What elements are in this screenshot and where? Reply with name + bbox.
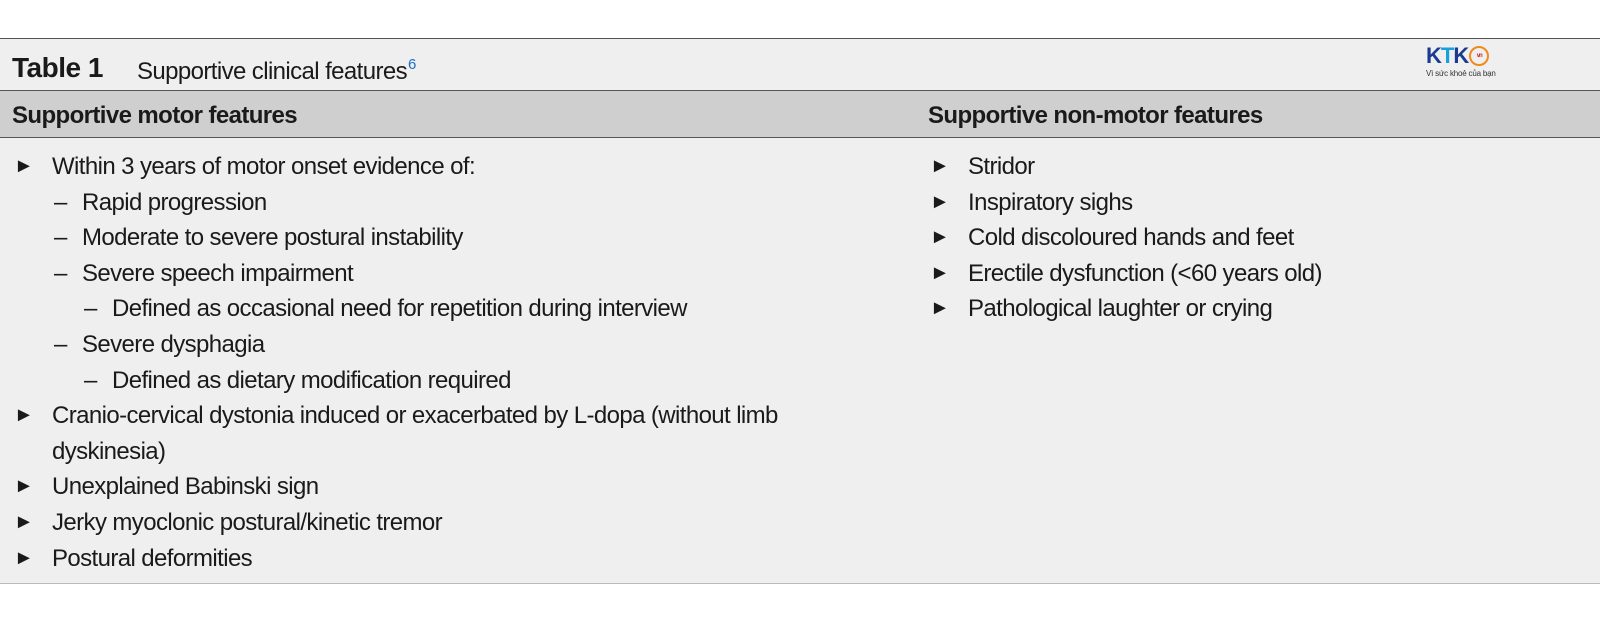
list-item-text: Pathological laughter or crying bbox=[968, 295, 1273, 323]
list-item bbox=[14, 363, 894, 399]
list-item bbox=[14, 185, 894, 221]
list-item-text: Severe dysphagia bbox=[82, 330, 265, 358]
list-item bbox=[930, 220, 1570, 256]
list-item-text: Cranio-cervical dystonia induced or exacerbated by L-dopa (without limb dyskinesia) bbox=[52, 402, 778, 465]
logo-letter: K bbox=[1426, 43, 1441, 68]
non-motor-column-header: Supportive non-motor features bbox=[928, 102, 1263, 129]
bullet-triangle-icon: ► bbox=[930, 297, 950, 320]
bullet-triangle-icon: ► bbox=[14, 546, 34, 569]
logo-tagline: Vì sức khoẻ của bạn bbox=[1426, 69, 1496, 78]
list-item bbox=[14, 220, 894, 256]
dash-marker: – bbox=[54, 259, 67, 287]
table-caption bbox=[0, 38, 1600, 91]
list-item bbox=[930, 291, 1570, 327]
list-item-text: Unexplained Babinski sign bbox=[52, 473, 319, 501]
dash-marker: – bbox=[84, 366, 97, 394]
bullet-triangle-icon: ► bbox=[14, 510, 34, 533]
list-item-text: Within 3 years of motor onset evidence of: bbox=[52, 153, 476, 180]
table-body-row bbox=[0, 138, 1600, 584]
list-item-text: Erectile dysfunction (<60 years old) bbox=[968, 259, 1322, 287]
list-item bbox=[14, 256, 894, 292]
clinical-features-table bbox=[0, 38, 1600, 584]
bullet-triangle-icon: ► bbox=[14, 475, 34, 498]
table-title bbox=[137, 56, 416, 86]
table-number: Table 1 bbox=[12, 52, 103, 83]
bullet-triangle-icon: ► bbox=[930, 155, 950, 177]
reference-link[interactable]: 6 bbox=[408, 56, 416, 73]
list-item bbox=[14, 398, 892, 469]
logo-letter: K bbox=[1453, 43, 1469, 68]
list-item bbox=[930, 149, 1570, 185]
list-item-text: Postural deformities bbox=[52, 544, 253, 572]
table-title-text: Supportive clinical features bbox=[137, 58, 408, 85]
dash-marker: – bbox=[54, 188, 67, 216]
list-item-text: Moderate to severe postural instability bbox=[82, 224, 463, 252]
list-item bbox=[930, 256, 1570, 292]
ktk-logo bbox=[1426, 44, 1502, 84]
bullet-triangle-icon: ► bbox=[930, 190, 950, 213]
bullet-triangle-icon: ► bbox=[930, 261, 950, 284]
list-item-text: Defined as dietary modification required bbox=[112, 366, 511, 394]
list-item bbox=[14, 149, 894, 185]
bullet-triangle-icon: ► bbox=[14, 404, 34, 427]
dash-marker: – bbox=[54, 330, 67, 358]
column-header-row bbox=[0, 91, 1600, 138]
list-item bbox=[14, 469, 894, 505]
list-item-text: Defined as occasional need for repetition during interview bbox=[112, 295, 687, 323]
bullet-triangle-icon: ► bbox=[14, 155, 34, 177]
list-item bbox=[930, 185, 1570, 221]
list-item-text: Jerky myoclonic postural/kinetic tremor bbox=[52, 508, 443, 536]
motor-features-list bbox=[14, 149, 894, 576]
list-item-text: Cold discoloured hands and feet bbox=[968, 224, 1294, 252]
list-item-text: Stridor bbox=[968, 153, 1035, 180]
list-item-text: Inspiratory sighs bbox=[968, 188, 1133, 216]
non-motor-features-list bbox=[930, 149, 1570, 327]
logo-letter: T bbox=[1440, 43, 1454, 68]
dash-marker: – bbox=[54, 224, 67, 252]
list-item-text: Severe speech impairment bbox=[82, 259, 354, 287]
bullet-triangle-icon: ► bbox=[930, 226, 950, 249]
list-item-text: Rapid progression bbox=[82, 188, 267, 216]
list-item bbox=[14, 291, 894, 327]
list-item bbox=[14, 505, 894, 541]
logo-badge: vn bbox=[1469, 46, 1489, 66]
logo-wordmark bbox=[1426, 44, 1502, 68]
list-item bbox=[14, 327, 894, 363]
motor-column-header: Supportive motor features bbox=[12, 102, 298, 129]
dash-marker: – bbox=[84, 295, 97, 323]
list-item bbox=[14, 541, 894, 577]
